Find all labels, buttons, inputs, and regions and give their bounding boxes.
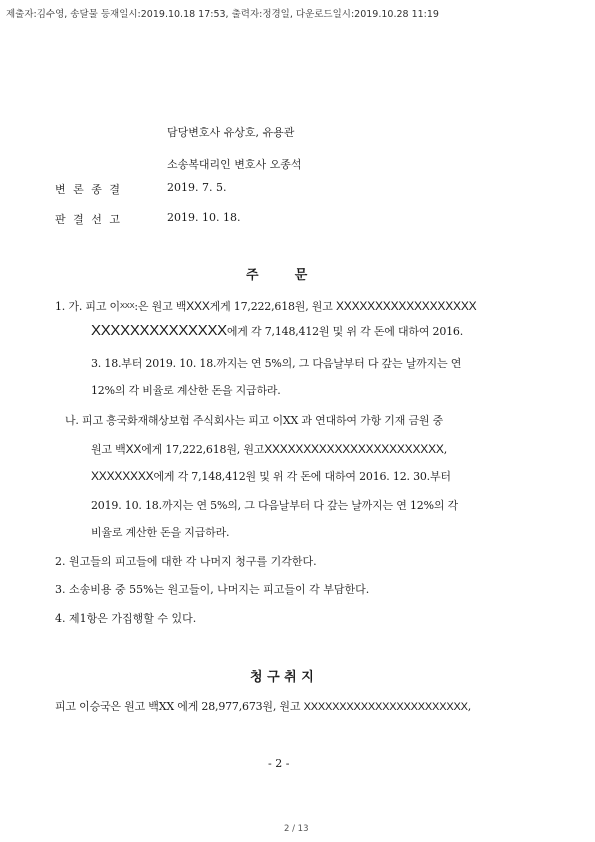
closing-label: 변 론 종 결 bbox=[55, 183, 122, 196]
judgment-heading: 주 문 bbox=[246, 268, 308, 283]
item-1b-line-2: 원고 백XX에게 17,222,618원, 원고XXXXXXXXXXXXXXXXXXXXXXX, bbox=[91, 442, 447, 456]
item-1a-line-1: 1. 가. 피고 이XXX:은 원고 백XXX게게 17,222,618원, 원고 XXXXXXXXXXXXXXXXXX bbox=[55, 299, 477, 313]
page-number: - 2 - bbox=[268, 757, 290, 770]
item-1b-line-4: 2019. 10. 18.까지는 연 5%의, 그 다음날부터 다 갚는 날까지는 연 12%의 각 bbox=[91, 499, 458, 512]
item-2: 2. 원고들의 피고들에 대한 각 나머지 청구를 기각한다. bbox=[55, 555, 317, 568]
ruling-date: 2019. 10. 18. bbox=[167, 211, 241, 224]
closing-date: 2019. 7. 5. bbox=[167, 181, 227, 194]
item-4: 4. 제1항은 가집행할 수 있다. bbox=[55, 612, 197, 625]
item-1a-line-3: 3. 18.부터 2019. 10. 18.까지는 연 5%의, 그 다음날부터 다 갚는 날까지는 연 bbox=[91, 357, 462, 370]
item-1b-line-3: XXXXXXXX에게 각 7,148,412원 및 위 각 돈에 대하여 2016. 12. 30.부터 bbox=[91, 469, 451, 483]
item-1b-line-5: 비율로 계산한 돈을 지급하라. bbox=[91, 526, 230, 539]
item-3: 3. 소송비용 중 55%는 원고들이, 나머지는 피고들이 각 부담한다. bbox=[55, 583, 370, 596]
claim-heading: 청 구 취 지 bbox=[250, 670, 314, 685]
page-counter: 2 / 13 bbox=[284, 824, 309, 834]
item-1a-line-2: XXXXXXXXXXXXXX에게 각 7,148,412원 및 위 각 돈에 대하여 2016. bbox=[91, 322, 464, 339]
sub-attorney-line: 소송복대리인 변호사 오종석 bbox=[167, 158, 302, 171]
ruling-label: 판 결 선 고 bbox=[55, 213, 122, 226]
item-1a-line-4: 12%의 각 비율로 계산한 돈을 지급하라. bbox=[91, 384, 281, 397]
item-1b-line-1: 나. 피고 흥국화재해상보험 주식회사는 피고 이XX 과 연대하여 가항 기재 금원 중 bbox=[65, 414, 444, 427]
document-header: 제출자:김수영, 송달물 등재일시:2019.10.18 17:53, 출력자:정경일, 다운로드일시:2019.10.28 11:19 bbox=[6, 9, 439, 20]
attorneys-line: 담당변호사 유상호, 유용관 bbox=[167, 126, 295, 139]
claim-line-1: 피고 이승국은 원고 백XX 에게 28,977,673원, 원고 XXXXXXXXXXXXXXXXXXXXXXX, bbox=[55, 700, 472, 713]
